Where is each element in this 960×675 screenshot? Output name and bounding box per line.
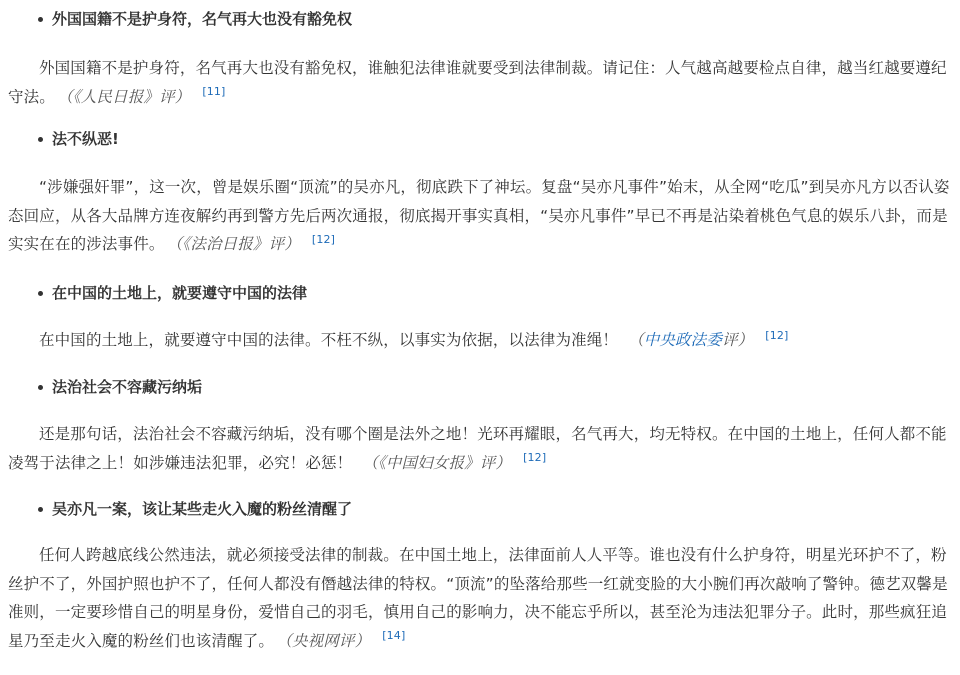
source-prefix: （ xyxy=(628,331,644,349)
comment-section-1 xyxy=(8,8,950,111)
section-paragraph xyxy=(8,326,950,355)
section-heading xyxy=(8,376,950,398)
section-heading-text: 法不纵恶! xyxy=(52,130,119,148)
section-heading xyxy=(8,282,950,304)
comment-section-3 xyxy=(8,282,950,355)
paragraph-text: 还是那句话，法治社会不容藏污纳垢，没有哪个圈是法外之地！光环再耀眼，名气再大，均无特权。在中国的土地上，任何人都不能凌驾于法律之上！如涉嫌违法犯罪，必究！必惩！ xyxy=(8,425,947,472)
source-label: （《中国妇女报》评） xyxy=(362,453,512,472)
source-label: （《人民日报》评） xyxy=(64,87,191,106)
section-paragraph xyxy=(8,54,950,111)
comment-section-4 xyxy=(8,376,950,477)
section-paragraph xyxy=(8,173,950,259)
citation-link[interactable]: [14] xyxy=(382,629,406,643)
source-label xyxy=(628,331,753,349)
citation-link[interactable]: [12] xyxy=(523,451,547,465)
bullet-icon xyxy=(38,17,43,22)
section-heading-text: 在中国的土地上，就要遵守中国的法律 xyxy=(52,284,308,302)
bullet-icon xyxy=(38,385,43,390)
paragraph-text: 在中国的土地上，就要遵守中国的法律。不枉不纵，以事实为依据，以法律为准绳！ xyxy=(39,331,619,349)
citation-link[interactable]: [12] xyxy=(311,232,336,246)
bullet-icon xyxy=(38,507,43,512)
paragraph-text: 任何人跨越底线公然违法，就必须接受法律的制裁。在中国土地上，法律面前人人平等。谁也没有什么护身符，明星光环护不了，粉丝护不了，外国护照也护不了，任何人都没有僭越法律的特权。“顶流”的坠落给那些一红就变脸的大小腕们再次敲响了警钟。德艺双馨是准则，一定要珍惜自己的明星身份，爱惜自己的羽毛，慎用自己的影响力，决不能忘乎所以，甚至沦为违法犯罪分子。此时，那些疯狂追星乃至走火入魔的粉丝们也该清醒了。 xyxy=(8,546,948,650)
bullet-icon xyxy=(38,137,43,142)
source-link[interactable]: 中央政法委 xyxy=(643,331,722,349)
source-label: （央视网评） xyxy=(284,631,371,650)
section-heading-text: 外国国籍不是护身符，名气再大也没有豁免权 xyxy=(52,10,353,28)
section-heading-text: 法治社会不容藏污纳垢 xyxy=(52,378,203,396)
comment-section-5 xyxy=(8,498,950,655)
comment-section-2 xyxy=(8,128,950,259)
paragraph-text: “涉嫌强奸罪”，这一次，曾是娱乐圈“顶流”的吴亦凡，彻底跌下了神坛。复盘“吴亦凡事件”始末，从全网“吃瓜”到吴亦凡方以否认姿态回应，从各大品牌方连夜解约再到警方先后两次通报，彻底揭开事实真相，“吴亦凡事件”早已不再是沾染着桃色气息的娱乐八卦，而是实实在在的涉法事件。 xyxy=(8,178,950,253)
source-suffix: 评） xyxy=(721,331,754,349)
section-heading xyxy=(8,128,950,150)
citation-link[interactable]: [11] xyxy=(202,85,226,99)
source-label: （《法治日报》评） xyxy=(174,235,300,253)
bullet-icon xyxy=(38,291,43,296)
section-heading-text: 吴亦凡一案，该让某些走火入魔的粉丝清醒了 xyxy=(52,500,353,518)
section-heading xyxy=(8,8,950,30)
section-paragraph xyxy=(8,420,950,477)
section-paragraph xyxy=(8,541,950,655)
citation-link[interactable]: [12] xyxy=(765,328,789,342)
section-heading xyxy=(8,498,950,520)
paragraph-text: 外国国籍不是护身符，名气再大也没有豁免权，谁触犯法律谁就要受到法律制裁。请记住：人气越高越要检点自律，越当红越要遵纪守法。 xyxy=(8,59,947,106)
